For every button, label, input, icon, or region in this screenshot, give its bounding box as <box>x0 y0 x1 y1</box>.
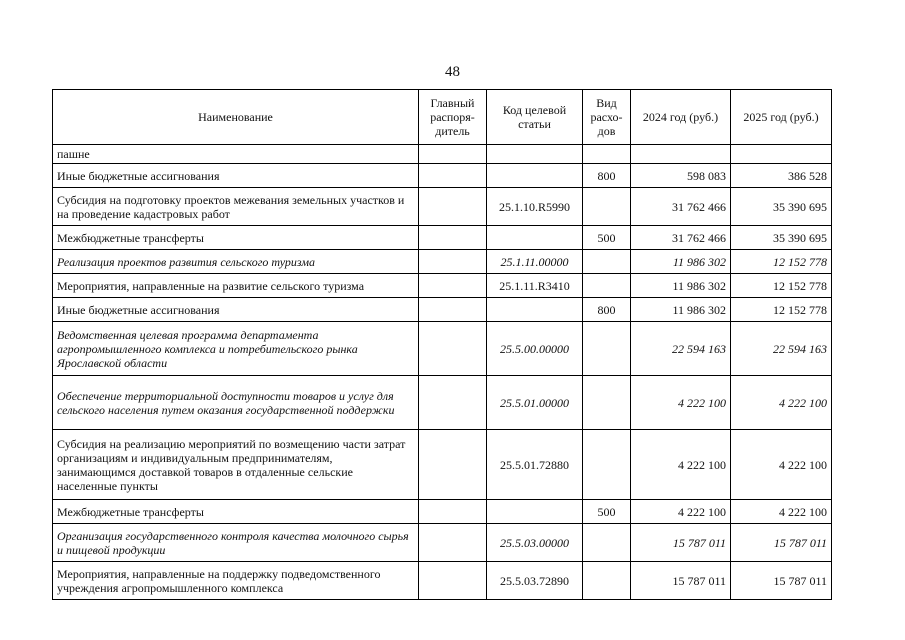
row-name: Ведомственная целевая программа департамента агропромышленного комплекса и потребительского рынка Ярославской области <box>53 322 419 376</box>
row-code: 25.1.10.R5990 <box>487 188 583 226</box>
row-name: Мероприятия, направленные на поддержку подведомственного учреждения агропромышленного комплекса <box>53 562 419 600</box>
row-code <box>487 145 583 164</box>
row-manager <box>419 430 487 500</box>
row-manager <box>419 250 487 274</box>
row-2025: 35 390 695 <box>731 226 832 250</box>
row-2025: 12 152 778 <box>731 274 832 298</box>
table-row <box>53 562 832 600</box>
row-code: 25.1.11.R3410 <box>487 274 583 298</box>
row-kind <box>583 430 631 500</box>
table-row <box>53 430 832 500</box>
header-code: Код целевой статьи <box>487 90 583 145</box>
row-kind <box>583 145 631 164</box>
row-manager <box>419 524 487 562</box>
row-code: 25.5.03.72890 <box>487 562 583 600</box>
row-name: Мероприятия, направленные на развитие сельского туризма <box>53 274 419 298</box>
row-2025: 15 787 011 <box>731 524 832 562</box>
header-name: Наименование <box>53 90 419 145</box>
row-2024 <box>631 145 731 164</box>
table-row <box>53 164 832 188</box>
header-manager: Главный распоря-дитель <box>419 90 487 145</box>
row-kind <box>583 274 631 298</box>
row-2024: 22 594 163 <box>631 322 731 376</box>
table-row <box>53 376 832 430</box>
table-row <box>53 226 832 250</box>
row-name: Иные бюджетные ассигнования <box>53 298 419 322</box>
table-row <box>53 322 832 376</box>
row-kind <box>583 322 631 376</box>
table-row <box>53 145 832 164</box>
row-code: 25.5.01.00000 <box>487 376 583 430</box>
row-name: Субсидия на подготовку проектов межевания земельных участков и на проведение кадастровых работ <box>53 188 419 226</box>
row-manager <box>419 226 487 250</box>
row-2025: 12 152 778 <box>731 250 832 274</box>
table-row <box>53 250 832 274</box>
row-2025: 4 222 100 <box>731 500 832 524</box>
row-manager <box>419 500 487 524</box>
row-2024: 598 083 <box>631 164 731 188</box>
row-2025 <box>731 145 832 164</box>
row-manager <box>419 188 487 226</box>
row-kind: 500 <box>583 500 631 524</box>
row-2024: 31 762 466 <box>631 226 731 250</box>
row-kind <box>583 562 631 600</box>
row-code <box>487 226 583 250</box>
row-code: 25.1.11.00000 <box>487 250 583 274</box>
row-kind <box>583 376 631 430</box>
table-row <box>53 274 832 298</box>
row-kind: 800 <box>583 164 631 188</box>
row-name: Реализация проектов развития сельского туризма <box>53 250 419 274</box>
row-2024: 4 222 100 <box>631 430 731 500</box>
row-kind <box>583 188 631 226</box>
row-name: Организация государственного контроля качества молочного сырья и пищевой продукции <box>53 524 419 562</box>
row-2025: 15 787 011 <box>731 562 832 600</box>
row-code <box>487 500 583 524</box>
row-2025: 35 390 695 <box>731 188 832 226</box>
row-manager <box>419 164 487 188</box>
table-row <box>53 524 832 562</box>
row-kind <box>583 524 631 562</box>
row-2024: 11 986 302 <box>631 274 731 298</box>
table-row <box>53 298 832 322</box>
row-2024: 4 222 100 <box>631 500 731 524</box>
row-kind: 500 <box>583 226 631 250</box>
header-2025: 2025 год (руб.) <box>731 90 832 145</box>
row-name: Иные бюджетные ассигнования <box>53 164 419 188</box>
row-name: Межбюджетные трансферты <box>53 226 419 250</box>
row-name: Межбюджетные трансферты <box>53 500 419 524</box>
row-code <box>487 164 583 188</box>
row-2024: 4 222 100 <box>631 376 731 430</box>
row-2024: 11 986 302 <box>631 298 731 322</box>
row-code: 25.5.03.00000 <box>487 524 583 562</box>
row-code: 25.5.00.00000 <box>487 322 583 376</box>
row-name: пашне <box>53 145 419 164</box>
header-2024: 2024 год (руб.) <box>631 90 731 145</box>
row-manager <box>419 298 487 322</box>
row-2024: 15 787 011 <box>631 562 731 600</box>
row-name: Обеспечение территориальной доступности товаров и услуг для сельского населения путем оказания государственной поддержки <box>53 376 419 430</box>
row-kind: 800 <box>583 298 631 322</box>
row-code <box>487 298 583 322</box>
row-2024: 11 986 302 <box>631 250 731 274</box>
page-number: 48 <box>445 64 460 80</box>
row-kind <box>583 250 631 274</box>
row-code: 25.5.01.72880 <box>487 430 583 500</box>
row-manager <box>419 322 487 376</box>
row-name: Субсидия на реализацию мероприятий по возмещению части затрат организациям и индивидуальным предпринимателям, занимающимся доставкой товаров в отдаленные сельские населенные пункты <box>53 430 419 500</box>
row-manager <box>419 145 487 164</box>
row-2024: 31 762 466 <box>631 188 731 226</box>
row-2025: 4 222 100 <box>731 430 832 500</box>
table-row <box>53 188 832 226</box>
row-2025: 4 222 100 <box>731 376 832 430</box>
budget-table <box>52 89 832 600</box>
table-row <box>53 500 832 524</box>
row-manager <box>419 274 487 298</box>
row-2025: 22 594 163 <box>731 322 832 376</box>
row-manager <box>419 562 487 600</box>
row-2024: 15 787 011 <box>631 524 731 562</box>
header-kind: Вид расхо-дов <box>583 90 631 145</box>
row-manager <box>419 376 487 430</box>
table-header-row <box>53 90 832 145</box>
row-2025: 386 528 <box>731 164 832 188</box>
row-2025: 12 152 778 <box>731 298 832 322</box>
